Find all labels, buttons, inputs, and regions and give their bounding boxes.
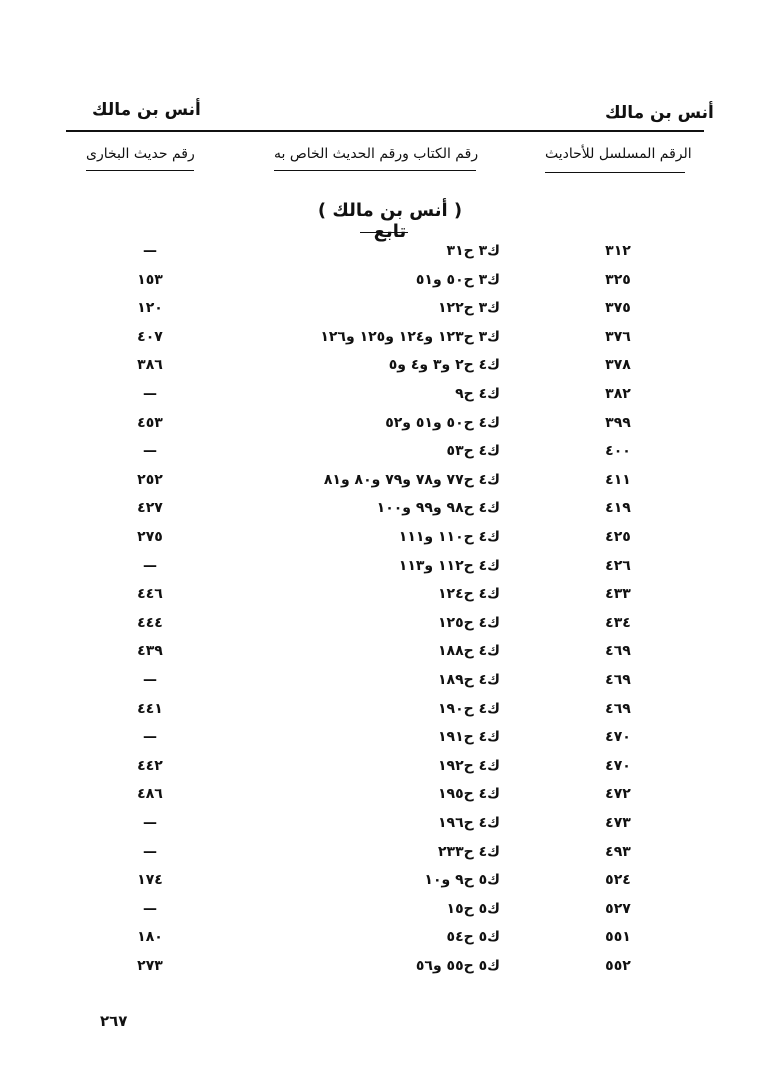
table-row (0, 300, 765, 328)
book-hadith-ref: ك٣ ح١٢٢ (438, 300, 500, 317)
serial-number: ٣٧٥ (605, 300, 631, 317)
running-header-right: أنس بن مالك (605, 103, 714, 123)
book-hadith-ref: ك٤ ح٢٣٣ (438, 843, 500, 860)
bukhari-number: — (143, 243, 157, 259)
bukhari-number: ٢٧٥ (137, 529, 163, 545)
table-row (0, 958, 765, 986)
book-hadith-ref: ك٣ ح٣١ (446, 243, 500, 259)
column-header-serial: الرقم المسلسل للأحاديث (545, 146, 692, 162)
table-row (0, 901, 765, 929)
serial-number: ٤١٩ (605, 500, 631, 517)
bukhari-number: — (143, 443, 157, 460)
book-hadith-ref: ك٤ ح١٩١ (438, 729, 500, 746)
serial-number: ٤٧٠ (605, 729, 631, 746)
book-hadith-ref: ك٤ ح٧٧ و٧٨ و٧٩ و٨٠ و٨١ (323, 471, 500, 488)
column-header-bukhari: رقم حديث البخارى (86, 146, 195, 162)
table-row (0, 815, 765, 843)
table-row (0, 558, 765, 586)
book-hadith-ref: ك٥ ح٥٤ (446, 929, 500, 946)
book-hadith-ref: ك٣ ح٥٠ و٥١ (415, 271, 500, 288)
serial-number: ٤٣٣ (605, 586, 631, 603)
serial-number: ٤٦٩ (605, 672, 631, 688)
serial-number: ٤٧٢ (605, 786, 631, 803)
bukhari-number: — (143, 672, 157, 688)
book-hadith-ref: ك٥ ح٥٥ و٥٦ (415, 958, 500, 974)
table-row (0, 357, 765, 385)
book-hadith-ref: ك٤ ح١٩٢ (438, 757, 500, 774)
bukhari-number: — (143, 557, 157, 574)
bukhari-number: ٤٣٩ (137, 643, 163, 660)
serial-number: ٤٠٠ (605, 443, 631, 460)
serial-number: ٣١٢ (605, 243, 631, 259)
serial-number: ٤٢٥ (605, 529, 631, 545)
book-hadith-ref: ك٤ ح٩٨ و٩٩ و١٠٠ (376, 500, 500, 517)
bukhari-number: ١٢٠ (137, 300, 163, 317)
bukhari-number: ٤٤٦ (137, 586, 163, 603)
column-header-bukhari-underline (86, 170, 194, 171)
bukhari-number: ١٨٠ (137, 929, 163, 946)
serial-number: ٣٩٩ (605, 414, 631, 431)
table-row (0, 672, 765, 700)
serial-number: ٤٧٠ (605, 757, 631, 774)
table-row (0, 615, 765, 643)
book-hadith-ref: ك٥ ح٩ و١٠ (424, 872, 500, 889)
section-title-rule (360, 232, 408, 233)
table-row (0, 786, 765, 814)
serial-number: ٣٧٨ (605, 357, 631, 374)
column-header-serial-underline (545, 172, 685, 173)
table-row (0, 729, 765, 757)
book-hadith-ref: ك٤ ح٥٠ و٥١ و٥٢ (385, 414, 500, 431)
column-header-book-ref-underline (274, 170, 476, 171)
serial-number: ٤٢٦ (605, 557, 631, 574)
book-hadith-ref: ك٤ ح٢ و٣ و٤ و٥ (388, 357, 500, 374)
table-row (0, 929, 765, 957)
book-hadith-ref: ك٥ ح١٥ (446, 900, 500, 917)
serial-number: ٥٢٧ (605, 900, 631, 917)
bukhari-number: ٤٨٦ (137, 786, 163, 803)
table-row (0, 272, 765, 300)
book-hadith-ref: ك٤ ح١٢٥ (438, 614, 500, 631)
bukhari-number: — (143, 815, 157, 831)
page-number: ٢٦٧ (100, 1012, 128, 1030)
serial-number: ٤١١ (605, 471, 631, 488)
bukhari-number: ٢٥٢ (137, 471, 163, 488)
book-hadith-ref: ك٤ ح١٨٩ (438, 672, 500, 688)
bukhari-number: ٤٥٣ (137, 414, 163, 431)
header-rule (66, 130, 704, 132)
table-row (0, 758, 765, 786)
bukhari-number: ١٥٣ (137, 271, 163, 288)
section-title: ( أنس بن مالك ) تابع (317, 200, 463, 242)
book-hadith-ref: ك٤ ح١٩٠ (438, 700, 500, 717)
book-hadith-ref: ك٤ ح٩ (455, 386, 500, 402)
table-row (0, 701, 765, 729)
serial-number: ٤٩٣ (605, 843, 631, 860)
serial-number: ٥٥٢ (605, 958, 631, 974)
table-row (0, 643, 765, 671)
bukhari-number: — (143, 900, 157, 917)
book-hadith-ref: ك٤ ح١٩٥ (438, 786, 500, 803)
serial-number: ٤٦٩ (605, 643, 631, 660)
serial-number: ٤٣٤ (605, 614, 631, 631)
table-row (0, 386, 765, 414)
book-hadith-ref: ك٤ ح١١٠ و١١١ (398, 529, 500, 545)
bukhari-number: — (143, 843, 157, 860)
bukhari-number: — (143, 729, 157, 746)
book-hadith-ref: ك٤ ح١١٢ و١١٣ (398, 557, 500, 574)
serial-number: ٤٦٩ (605, 700, 631, 717)
serial-number: ٣٢٥ (605, 271, 631, 288)
book-hadith-ref: ك٤ ح١٢٤ (438, 586, 500, 603)
bukhari-number: — (143, 386, 157, 402)
serial-number: ٥٢٤ (605, 872, 631, 889)
serial-number: ٥٥١ (605, 929, 631, 946)
bukhari-number: ٤٤٤ (137, 614, 163, 631)
table-row (0, 243, 765, 271)
table-row (0, 586, 765, 614)
table-row (0, 844, 765, 872)
book-hadith-ref: ك٤ ح٥٣ (446, 443, 500, 460)
running-header-left: أنس بن مالك (92, 100, 201, 120)
table-row (0, 472, 765, 500)
book-hadith-ref: ك٤ ح١٨٨ (438, 643, 500, 660)
serial-number: ٣٨٢ (605, 386, 631, 402)
book-hadith-ref: ك٤ ح١٩٦ (438, 815, 500, 831)
bukhari-number: ٤٤٢ (137, 757, 163, 774)
table-row (0, 329, 765, 357)
bukhari-number: ٤٠٧ (137, 328, 163, 345)
serial-number: ٤٧٣ (605, 815, 631, 831)
column-header-book-ref: رقم الكتاب ورقم الحديث الخاص به (274, 146, 479, 162)
table-row (0, 443, 765, 471)
bukhari-number: ٤٢٧ (137, 500, 163, 517)
table-row (0, 529, 765, 557)
book-hadith-ref: ك٣ ح١٢٣ و١٢٤ و١٢٥ و١٢٦ (320, 328, 500, 345)
bukhari-number: ٤٤١ (137, 700, 163, 717)
table-row (0, 500, 765, 528)
serial-number: ٣٧٦ (605, 328, 631, 345)
bukhari-number: ١٧٤ (137, 872, 163, 889)
bukhari-number: ٣٨٦ (137, 357, 163, 374)
table-row (0, 872, 765, 900)
bukhari-number: ٢٧٣ (137, 958, 163, 974)
table-row (0, 415, 765, 443)
